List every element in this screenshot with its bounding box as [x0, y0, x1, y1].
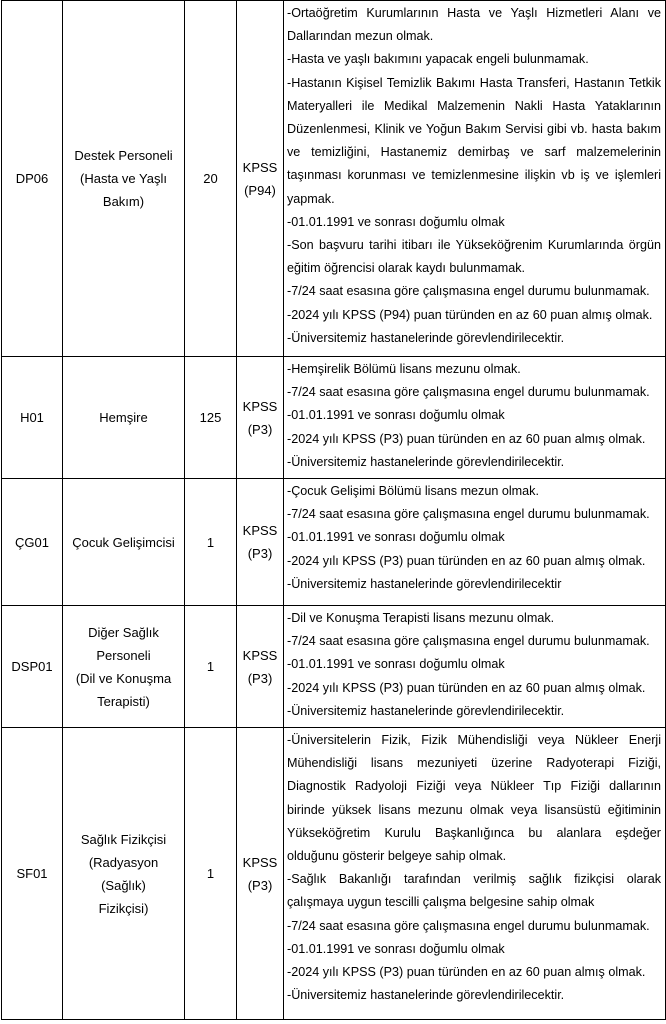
position-title-line: Hemşire [99, 410, 148, 425]
position-count: 1 [185, 479, 237, 606]
position-title-line: (Radyasyon (Sağlık) [88, 854, 159, 893]
position-title [63, 606, 185, 728]
position-title [63, 1, 185, 357]
position-code: DP06 [2, 1, 63, 357]
exam-type-line: KPSS [242, 647, 278, 663]
position-title [63, 728, 185, 1020]
position-count: 125 [185, 357, 237, 479]
exam-type-line: (P3) [247, 670, 273, 686]
exam-type-line: KPSS [242, 523, 278, 538]
position-code: ÇG01 [2, 479, 63, 606]
requirement-item: -Üniversitelerin Fizik, Fizik Mühendisliği veya Nükleer Enerji Mühendisliği lisans mezuniyeti üzerine Radyoterapi Fiziği, Diagnostik Radyoloji Fiziği veya Nükleer Tıp Fiziği dallarının birinde yüksek lisans mezunu olmak veya lisansüstü eğitiminin Yükseköğretim Kurulu Başkanlığınca bu alanlara eşdeğer olduğunu gösterir belgeye sahip olmak. [287, 733, 661, 864]
exam-type-line: (P3) [247, 546, 273, 561]
requirement-item: -Üniversitemiz hastanelerinde görevlendirilecektir [287, 576, 562, 591]
exam-type [237, 728, 284, 1020]
exam-type-line: KPSS [242, 398, 278, 414]
requirement-item: -01.01.1991 ve sonrası doğumlu olmak [287, 214, 505, 229]
position-title-line: Sağlık Fizikçisi [80, 831, 167, 847]
requirement-item: -Üniversitemiz hastanelerinde görevlendirilecektir. [287, 988, 565, 1003]
position-count: 1 [185, 728, 237, 1020]
requirement-item: -2024 yılı KPSS (P94) puan türünden en az 60 puan almış olmak. [287, 307, 653, 322]
position-title [63, 357, 185, 479]
requirement-item: -7/24 saat esasına göre çalışmasına engel durumu bulunmamak. [287, 507, 650, 522]
position-title-line: Çocuk Gelişimcisi [72, 534, 175, 550]
position-title-line: (Dil ve Konuşma [75, 670, 172, 686]
requirement-item: -Ortaöğretim Kurumlarının Hasta ve Yaşlı Hizmetleri Alanı ve Dallarından mezun olmak. [287, 6, 661, 44]
requirement-item: -2024 yılı KPSS (P3) puan türünden en az 60 puan almış olmak. [287, 431, 646, 446]
requirement-item: -Son başvuru tarihi itibarı ile Yükseköğrenim Kurumlarında örgün eğitim öğrencisi olarak kaydı bulunmamak. [287, 238, 661, 276]
requirement-item: -7/24 saat esasına göre çalışmasına engel durumu bulunmamak. [287, 385, 650, 400]
position-count: 1 [185, 606, 237, 728]
table-row [2, 728, 666, 1020]
requirement-item: -Üniversitemiz hastanelerinde görevlendirilecektir. [287, 703, 565, 718]
requirement-item: -2024 yılı KPSS (P3) puan türünden en az 60 puan almış olmak. [287, 553, 646, 568]
requirement-item: -Sağlık Bakanlığı tarafından verilmiş sağlık fizikçisi olarak çalışmaya uygun tescilli çalışma belgesine sahip olmak [287, 872, 661, 910]
requirement-item: -01.01.1991 ve sonrası doğumlu olmak [287, 530, 505, 545]
requirement-item: -7/24 saat esasına göre çalışmasına engel durumu bulunmamak. [287, 634, 650, 649]
exam-type-line: (P3) [247, 877, 273, 893]
position-code: DSP01 [2, 606, 63, 728]
requirement-item: -01.01.1991 ve sonrası doğumlu olmak [287, 657, 505, 672]
requirement-item: -01.01.1991 ve sonrası doğumlu olmak [287, 408, 505, 423]
exam-type-line: (P3) [247, 421, 273, 437]
exam-type-line: KPSS [242, 159, 278, 175]
table-row [2, 479, 666, 606]
exam-type-line: (P94) [244, 182, 276, 198]
position-title-line: Diğer Sağlık [88, 624, 159, 640]
requirement-item: -2024 yılı KPSS (P3) puan türünden en az 60 puan almış olmak. [287, 680, 646, 695]
requirement-item: -2024 yılı KPSS (P3) puan türünden en az 60 puan almış olmak. [287, 965, 646, 980]
requirements-cell [284, 479, 666, 606]
position-title-line: Bakım) [102, 194, 145, 209]
table-row [2, 357, 666, 479]
table-row [2, 1, 666, 357]
position-code: SF01 [2, 728, 63, 1020]
position-title-line: Terapisti) [97, 693, 150, 709]
exam-type-line: KPSS [242, 854, 278, 870]
requirement-item: -Çocuk Gelişimi Bölümü lisans mezun olmak. [287, 484, 539, 498]
positions-table [1, 0, 666, 1020]
table-row [2, 606, 666, 728]
requirement-item: -Dil ve Konuşma Terapisti lisans mezunu olmak. [287, 611, 555, 625]
position-title-line: Destek Personeli [74, 148, 173, 163]
position-code: H01 [2, 357, 63, 479]
requirements-cell [284, 606, 666, 728]
requirement-item: -Üniversitemiz hastanelerinde görevlendirilecektir. [287, 454, 565, 469]
position-title-line: Fizikçisi) [98, 900, 149, 916]
requirement-item: -01.01.1991 ve sonrası doğumlu olmak [287, 941, 505, 956]
requirement-item: -Hastanın Kişisel Temizlik Bakımı Hasta Transferi, Hastanın Tetkik Materyalleri ile Medikal Malzemenin Nakli Hasta Yataklarının Düzenlenmesi, Klinik ve Yoğun Bakım Servisi gibi vb. hasta bakım ve temizliğini, Hastanemiz demirbaş ve sarf malzemelerinin taşınması korunması ve temizlenmesine ilişkin vb iş ve işlemleri yapmak. [287, 75, 661, 206]
position-title [63, 479, 185, 606]
requirements-cell [284, 357, 666, 479]
position-title-line: Personeli [96, 647, 151, 663]
requirement-item: -Hasta ve yaşlı bakımını yapacak engeli bulunmamak. [287, 52, 589, 67]
requirement-item: -7/24 saat esasına göre çalışmasına engel durumu bulunmamak. [287, 918, 650, 933]
requirements-cell [284, 1, 666, 357]
requirements-cell [284, 728, 666, 1020]
exam-type [237, 606, 284, 728]
requirement-item: -Üniversitemiz hastanelerinde görevlendirilecektir. [287, 330, 565, 345]
requirement-item: -7/24 saat esasına göre çalışmasına engel durumu bulunmamak. [287, 284, 650, 299]
exam-type [237, 479, 284, 606]
exam-type [237, 357, 284, 479]
exam-type [237, 1, 284, 357]
requirement-item: -Hemşirelik Bölümü lisans mezunu olmak. [287, 362, 521, 376]
position-title-line: (Hasta ve Yaşlı [80, 171, 167, 186]
position-count: 20 [185, 1, 237, 357]
